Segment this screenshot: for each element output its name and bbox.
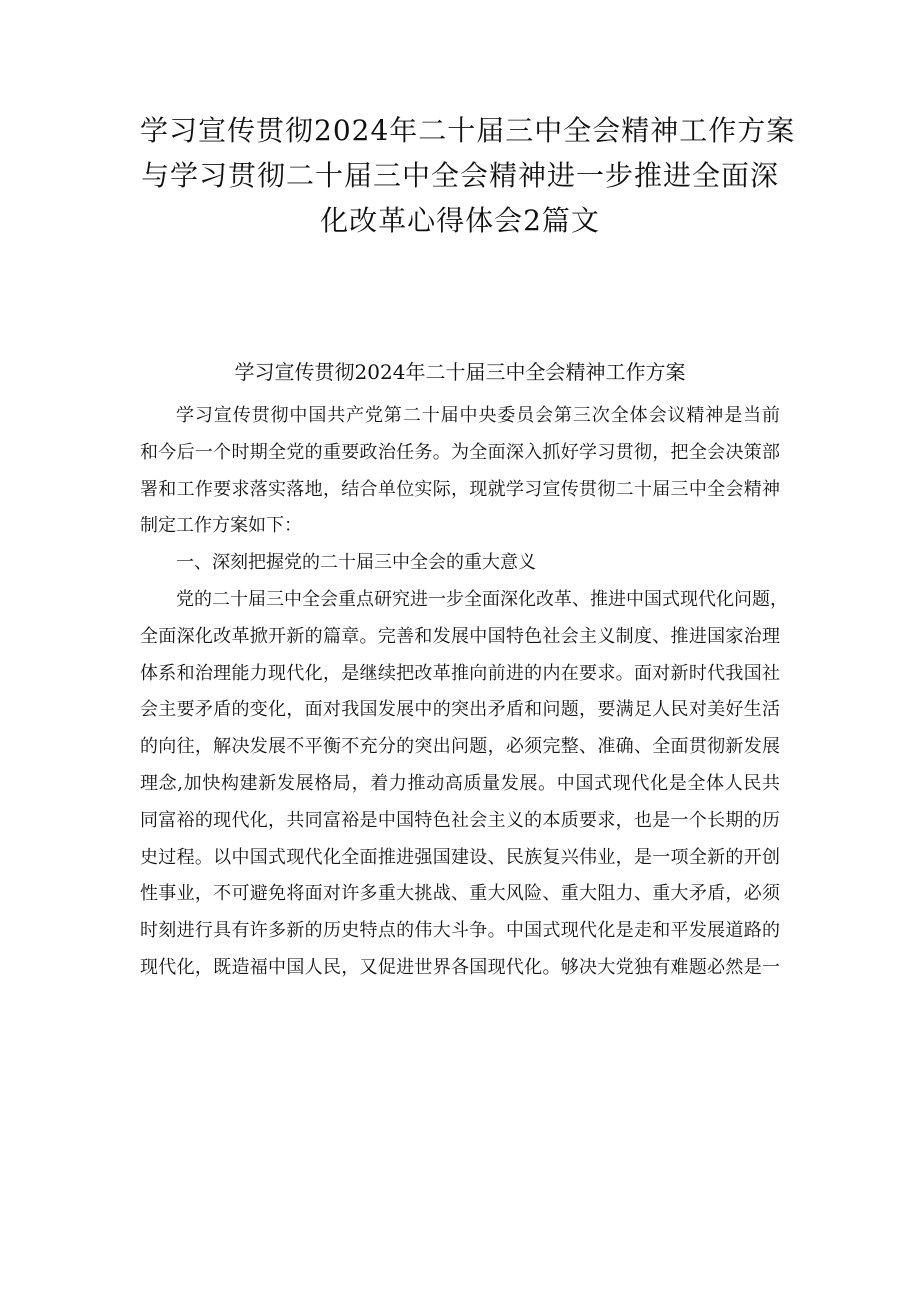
paragraph-line: 和今后一个时期全党的重要政治任务。为全面深入抓好学习贯彻，把全会决策部 xyxy=(140,441,780,463)
title-line: 学习宣传贯彻2024年二十届三中全会精神工作方案 xyxy=(140,114,796,147)
paragraph-line: 理念,加快构建新发展格局，着力推动高质量发展。中国式现代化是全体人民共 xyxy=(140,772,780,794)
document-title xyxy=(140,108,796,243)
paragraph-line: 现代化，既造福中国人民，又促进世界各国现代化。够决大党独有难题必然是一 xyxy=(140,956,780,978)
title-line: 化改革心得体会2篇文 xyxy=(320,204,600,237)
paragraph-line: 体系和治理能力现代化，是继续把改革推向前进的内在要求。面对新时代我国社 xyxy=(140,662,780,684)
paragraph-line: 署和工作要求落实落地，结合单位实际，现就学习宣传贯彻二十届三中全会精神 xyxy=(140,478,780,500)
paragraph-line: 全面深化改革掀开新的篇章。完善和发展中国特色社会主义制度、推进国家治理 xyxy=(140,625,780,647)
paragraph-line: 时刻进行具有许多新的历史特点的伟大斗争。中国式现代化是走和平发展道路的 xyxy=(140,920,780,942)
section-heading: 学习宣传贯彻2024年二十届三中全会精神工作方案 xyxy=(234,360,686,384)
paragraph-line: 制定工作方案如下： xyxy=(140,515,302,537)
paragraph-line: 同富裕的现代化，共同富裕是中国特色社会主义的本质要求，也是一个长期的历 xyxy=(140,809,780,831)
paragraph-line: 史过程。以中国式现代化全面推进强国建设、民族复兴伟业，是一项全新的开创 xyxy=(140,846,780,868)
title-line: 与学习贯彻二十届三中全会精神进一步推进全面深 xyxy=(140,159,779,192)
paragraph-line: 会主要矛盾的变化，面对我国发展中的突出矛盾和问题，要满足人民对美好生活 xyxy=(140,699,780,721)
paragraph-line: 党的二十届三中全会重点研究进一步全面深化改革、推进中国式现代化问题， xyxy=(176,588,788,610)
paragraph-line: 的向往，解决发展不平衡不充分的突出问题，必须完整、准确、全面贯彻新发展 xyxy=(140,736,780,758)
paragraph-line: 性事业，不可避免将面对许多重大挑战、重大风险、重大阻力、重大矛盾，必须 xyxy=(140,883,780,905)
paragraph-line: 学习宣传贯彻中国共产党第二十届中央委员会第三次全体会议精神是当前 xyxy=(176,405,780,426)
document-body xyxy=(140,398,788,987)
subheading: 一、深刻把握党的二十届三中全会的重大意义 xyxy=(176,552,536,574)
